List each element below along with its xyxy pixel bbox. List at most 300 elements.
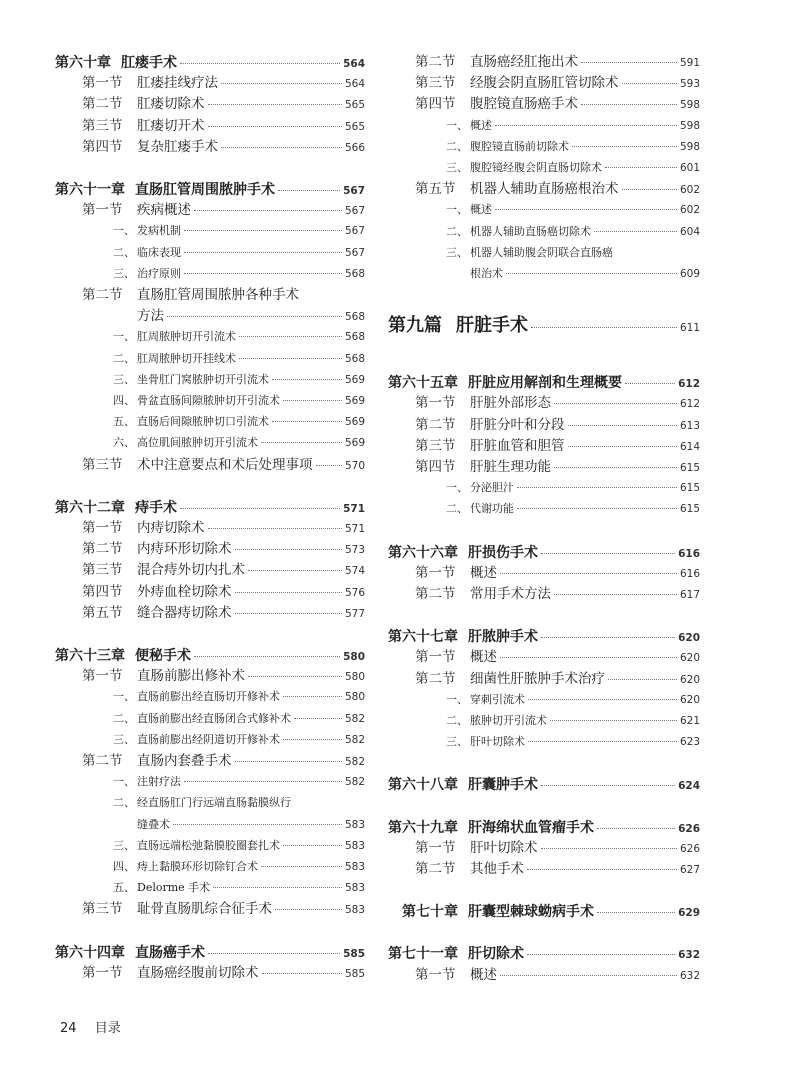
toc-entry-title: 肛周脓肿切开挂线术 (137, 351, 236, 365)
toc-entry-title: 肝叶切除术 (470, 735, 525, 749)
toc-column-right (388, 0, 700, 1000)
toc-entry-label: 第七十章 (402, 904, 458, 921)
toc-entry-title: 概述 (470, 118, 492, 132)
toc-entry-label: 一、 (113, 690, 135, 704)
toc-entry-page: 564 (343, 58, 365, 70)
toc-entry-page: 620 (678, 632, 700, 645)
toc-entry-title: 直肠肛管周围脓肿手术 (135, 182, 275, 198)
toc-entry-label: 二、 (446, 224, 468, 238)
toc-entry-label: 第二节 (82, 96, 123, 113)
toc-entry-label: 第三节 (82, 456, 123, 473)
dot-leader (208, 953, 340, 954)
toc-entry-title: 肝脏手术 (456, 315, 528, 337)
dot-leader (221, 83, 342, 84)
toc-column-left (55, 0, 365, 1000)
toc-entry-title: 机器人辅助直肠癌根治术 (470, 181, 619, 198)
toc-entry (388, 482, 700, 494)
toc-entry-page: 620 (679, 673, 700, 686)
toc-entry (55, 331, 365, 343)
toc-entry-label: 二、 (446, 502, 468, 516)
dot-leader (283, 696, 342, 697)
toc-entry-page: 602 (679, 184, 700, 197)
toc-entry (55, 77, 365, 91)
dot-leader (527, 954, 675, 955)
toc-entry-label: 第一节 (82, 520, 123, 536)
toc-entry-label: 第四节 (82, 138, 123, 155)
dot-leader (597, 912, 675, 913)
toc-entry-title: 坐骨肛门窝脓肿切开引流术 (137, 372, 269, 386)
toc-entry-page: 632 (678, 949, 700, 962)
dot-leader (235, 613, 342, 614)
footer-page-number: 24 (60, 1021, 77, 1036)
toc-entry-label: 第七十一章 (388, 946, 458, 963)
toc-entry-title: 代谢功能 (470, 502, 514, 516)
toc-entry-page: 580 (344, 691, 365, 704)
dot-leader (194, 656, 340, 657)
dot-leader (541, 637, 675, 638)
dot-leader (173, 824, 342, 825)
dot-leader (500, 657, 677, 658)
toc-entry-title: 直肠前膨出经直肠切开修补术 (137, 690, 280, 704)
dot-leader (184, 781, 342, 782)
toc-entry-page: 574 (344, 565, 365, 578)
toc-entry-page: 571 (344, 523, 365, 535)
toc-entry-page: 583 (344, 839, 365, 852)
toc-entry-title: 直肠癌经腹前切除术 (137, 964, 259, 981)
toc-entry-title: 痔上黏膜环形切除钉合术 (137, 860, 258, 873)
toc-entry-page: 615 (679, 462, 700, 474)
dot-leader (208, 104, 342, 105)
toc-entry-label: 第二节 (82, 753, 123, 769)
toc-entry-title: 临床表现 (137, 245, 181, 259)
dot-leader (541, 785, 675, 786)
toc-entry (55, 310, 365, 324)
toc-entry (388, 226, 700, 238)
dot-leader (500, 975, 677, 976)
dot-leader (506, 273, 677, 274)
toc-entry-label: 第一节 (82, 75, 123, 92)
toc-entry-title: 肝损伤手术 (468, 544, 538, 561)
toc-entry-title: 痔手术 (135, 499, 177, 516)
dot-leader (213, 887, 342, 888)
toc-entry-title: 肝脓肿手术 (468, 629, 538, 646)
toc-entry-page: 583 (344, 861, 365, 873)
dot-leader (495, 209, 677, 210)
dot-leader (550, 720, 677, 721)
dot-leader (495, 125, 677, 126)
toc-entry-page: 614 (679, 440, 700, 453)
dot-leader (180, 63, 340, 64)
toc-entry-label: 第一节 (82, 668, 123, 685)
toc-entry (388, 694, 700, 706)
footer-section-title: 目录 (94, 1021, 121, 1036)
toc-entry-page: 623 (679, 736, 700, 749)
toc-entry-title: 根治术 (470, 267, 503, 280)
toc-entry-page: 616 (678, 547, 700, 560)
toc-entry-label: 第四节 (82, 583, 123, 600)
toc-entry (55, 395, 365, 407)
toc-entry (55, 583, 365, 600)
toc-entry-page: 621 (679, 715, 700, 727)
toc-entry (55, 225, 365, 237)
toc-entry-page: 615 (679, 503, 700, 516)
toc-entry-label: 第四节 (415, 96, 456, 113)
toc-entry-label: 三、 (446, 245, 468, 259)
dot-leader (283, 845, 342, 846)
toc-entry (388, 564, 700, 581)
toc-entry-page: 598 (679, 140, 700, 153)
toc-entry (55, 456, 365, 473)
dot-leader (527, 869, 677, 870)
toc-entry-title: 腹腔镜直肠癌手术 (470, 96, 578, 113)
toc-entry-page: 616 (679, 567, 700, 580)
dot-leader (248, 570, 342, 571)
toc-entry-page: 568 (344, 352, 365, 365)
dot-leader (221, 147, 342, 148)
dot-leader (235, 761, 342, 762)
toc-entry-page: 593 (679, 78, 700, 91)
toc-entry (55, 713, 365, 725)
toc-entry-label: 四、 (113, 860, 135, 873)
toc-entry-title: 其他手术 (470, 861, 524, 877)
toc-entry-title: 术中注意要点和术后处理事项 (137, 456, 313, 473)
dot-leader (316, 465, 342, 466)
toc-entry-page: 629 (678, 907, 700, 920)
toc-entry-page: 582 (344, 712, 365, 725)
toc-entry (55, 882, 365, 894)
toc-entry-label: 第五节 (415, 181, 456, 198)
dot-leader (239, 358, 342, 359)
toc-entry-title: 经直肠肛门行远端直肠黏膜纵行 (137, 796, 291, 810)
toc-entry-label: 二、 (113, 245, 135, 259)
dot-leader (608, 679, 677, 680)
toc-entry-page: 570 (344, 459, 365, 472)
toc-entry-label: 一、 (446, 118, 468, 132)
toc-entry-page: 585 (344, 967, 365, 980)
toc-entry-label: 一、 (113, 330, 135, 344)
toc-entry-page: 582 (344, 733, 365, 746)
dot-leader (500, 573, 677, 574)
toc-entry (388, 546, 700, 560)
toc-entry-label: 第一节 (415, 649, 456, 666)
toc-entry-page: 571 (343, 502, 365, 515)
toc-entry-title: 穿刺引流术 (470, 692, 525, 706)
toc-entry-label: 第一节 (415, 564, 456, 581)
toc-entry-page: 611 (679, 322, 700, 335)
toc-entry-label: 二、 (446, 714, 468, 727)
toc-entry (55, 691, 365, 703)
dot-leader (261, 442, 342, 443)
dot-leader (568, 446, 677, 447)
toc-entry-label: 第六十七章 (388, 629, 458, 646)
toc-entry-title: 注射疗法 (137, 775, 181, 789)
dot-leader (278, 190, 340, 191)
toc-entry-title: 骨盆直肠间隙脓肿切开引流术 (137, 394, 280, 407)
toc-entry-page: 615 (679, 482, 700, 495)
toc-entry (55, 289, 365, 303)
dot-leader (541, 553, 675, 554)
toc-entry-title: 直肠癌经肛拖出术 (470, 54, 578, 70)
toc-entry-page: 604 (679, 225, 700, 238)
toc-entry (388, 503, 700, 515)
toc-entry-label: 第一节 (82, 202, 123, 219)
toc-entry-label: 三、 (113, 372, 135, 386)
dot-leader (625, 383, 675, 384)
toc-entry-title: 治疗原则 (137, 266, 181, 280)
dot-leader (262, 973, 342, 974)
toc-entry (388, 317, 700, 335)
toc-entry-label: 一、 (446, 481, 468, 495)
toc-entry-page: 598 (679, 119, 700, 132)
dot-leader (239, 336, 342, 337)
toc-entry-page: 624 (678, 780, 700, 793)
toc-entry-title: 直肠远端松弛黏膜胶圈套扎术 (137, 838, 280, 852)
toc-entry-title: 经腹会阴直肠肛管切除术 (470, 75, 619, 92)
toc-entry-label: 第六十四章 (55, 944, 125, 961)
toc-entry-title: 方法 (137, 308, 164, 325)
toc-entry-page: 569 (344, 395, 365, 407)
toc-entry-label: 第一节 (415, 839, 456, 856)
toc-entry (55, 964, 365, 981)
dot-leader (568, 425, 677, 426)
toc-entry (55, 56, 365, 70)
dot-leader (184, 252, 342, 253)
dot-leader (581, 62, 677, 63)
toc-entry-label: 第三节 (82, 901, 123, 918)
toc-entry (388, 630, 700, 644)
toc-entry-page: 627 (679, 864, 700, 876)
toc-entry-label: 第二节 (415, 670, 456, 687)
toc-entry (388, 120, 700, 132)
dot-leader (184, 230, 342, 231)
toc-entry-page: 620 (679, 693, 700, 706)
toc-entry-title: 混合痔外切内扎术 (137, 562, 245, 579)
toc-entry (55, 840, 365, 852)
toc-entry-title: 肝囊型棘球蚴病手术 (468, 904, 594, 921)
dot-leader (572, 146, 677, 147)
dot-leader (541, 848, 677, 849)
toc-entry (55, 353, 365, 365)
toc-entry-title: 机器人辅助腹会阴联合直肠癌 (470, 245, 613, 259)
toc-entry (388, 268, 700, 280)
toc-entry-title: 肝脏血管和胆管 (470, 437, 565, 454)
toc-entry-title: 复杂肛瘘手术 (137, 138, 218, 155)
dot-leader (622, 83, 677, 84)
toc-entry-label: 第一节 (415, 395, 456, 412)
toc-entry-title: 概述 (470, 203, 492, 217)
toc-entry (388, 247, 700, 258)
toc-entry-title: 肛瘘切除术 (137, 96, 205, 113)
toc-entry-page: 612 (678, 378, 700, 391)
dot-leader (167, 316, 342, 317)
toc-entry-title: 缝叠术 (137, 817, 170, 831)
dot-leader (597, 828, 675, 829)
toc-entry-page: 582 (344, 776, 365, 789)
toc-entry-title: 分泌胆汁 (470, 481, 514, 495)
toc-entry-page: 609 (679, 268, 700, 280)
toc-entry-label: 第二节 (415, 54, 456, 70)
toc-entry (55, 776, 365, 788)
toc-entry-title: 肝脏生理功能 (470, 459, 551, 475)
dot-leader (528, 699, 677, 700)
dot-leader (235, 549, 342, 550)
dot-leader (194, 210, 342, 211)
toc-entry (55, 437, 365, 449)
toc-entry-label: 第六十三章 (55, 648, 125, 664)
dot-leader (272, 421, 342, 422)
toc-entry-title: 肛瘘切开术 (137, 117, 205, 134)
toc-entry-page: 583 (344, 882, 365, 895)
toc-entry (388, 204, 700, 216)
toc-entry (388, 651, 700, 665)
toc-entry-title: 缝合器痔切除术 (137, 604, 232, 621)
toc-entry (55, 98, 365, 112)
toc-entry (388, 966, 700, 983)
toc-entry-page: 567 (344, 225, 365, 238)
toc-entry-label: 第三节 (415, 437, 456, 454)
toc-entry (55, 374, 365, 386)
toc-entry-label: 三、 (446, 161, 468, 174)
toc-entry (388, 670, 700, 687)
toc-entry-page: 566 (344, 141, 365, 154)
toc-entry-title: 肝囊肿手术 (468, 777, 538, 794)
toc-entry-page: 565 (344, 99, 365, 112)
dot-leader (184, 273, 342, 274)
toc-entry (388, 397, 700, 411)
dot-leader (283, 400, 342, 401)
toc-entry-label: 第六十九章 (388, 819, 458, 836)
toc-entry (388, 437, 700, 454)
dot-leader (261, 866, 342, 867)
dot-leader (208, 528, 342, 529)
toc-entry-page: 569 (344, 437, 365, 450)
toc-entry-page: 613 (679, 419, 700, 432)
toc-entry-page: 580 (343, 651, 365, 663)
dot-leader (517, 508, 677, 509)
dot-leader (283, 739, 342, 740)
toc-entry (55, 416, 365, 428)
toc-entry-label: 第三节 (82, 562, 123, 579)
toc-entry-label: 第三节 (82, 117, 123, 134)
toc-entry-label: 第三节 (415, 75, 456, 92)
toc-entry-title: 直肠前膨出经阴道切开修补术 (137, 732, 280, 746)
toc-entry-label: 一、 (446, 692, 468, 706)
toc-entry (388, 183, 700, 197)
toc-entry (388, 947, 700, 961)
toc-entry-page: 564 (344, 78, 365, 91)
toc-entry-label: 二、 (446, 139, 468, 153)
toc-entry-title: 肝脏外部形态 (470, 395, 551, 412)
toc-entry-label: 第六十六章 (388, 544, 458, 561)
toc-entry (388, 56, 700, 70)
toc-entry-page: 591 (679, 57, 700, 69)
toc-entry-label: 第二节 (415, 586, 456, 602)
toc-entry-title: 概述 (470, 564, 497, 581)
toc-entry-label: 第二节 (82, 541, 123, 558)
dot-leader (180, 508, 340, 509)
toc-entry (55, 649, 365, 663)
page-footer (60, 1017, 121, 1036)
toc-entry (388, 98, 700, 112)
toc-entry (388, 905, 700, 919)
toc-entry-page: 583 (344, 818, 365, 831)
toc-entry-title: 直肠后间隙脓肿切口引流术 (137, 415, 269, 429)
toc-entry-title: 直肠肛管周围脓肿各种手术 (137, 287, 299, 303)
toc-entry (55, 946, 365, 960)
toc-entry (55, 797, 365, 808)
toc-entry-title: 肛周脓肿切开引流术 (137, 330, 236, 344)
dot-leader (622, 189, 677, 190)
toc-entry-title: 概述 (470, 966, 497, 983)
toc-entry (388, 863, 700, 877)
toc-entry-label: 三、 (113, 732, 135, 746)
toc-entry-title: 直肠内套叠手术 (137, 753, 232, 769)
toc-entry-title: 肝脏应用解剖和生理概要 (468, 375, 622, 392)
toc-entry (388, 162, 700, 174)
toc-entry (388, 715, 700, 727)
toc-entry (388, 821, 700, 835)
toc-entry-label: 第六十章 (55, 55, 111, 71)
toc-entry-label: 第二节 (415, 861, 456, 877)
toc-entry (388, 141, 700, 153)
toc-entry-page: 567 (344, 205, 365, 218)
toc-entry-label: 第六十八章 (388, 777, 458, 794)
toc-entry-page: 569 (344, 373, 365, 386)
toc-entry-label: 二、 (113, 711, 135, 725)
toc-entry-page: 568 (344, 267, 365, 280)
dot-leader (235, 592, 342, 593)
toc-entry (388, 588, 700, 602)
toc-entry (388, 461, 700, 475)
toc-entry-title: Delorme 手术 (137, 881, 211, 895)
toc-entry-label: 三、 (446, 735, 468, 749)
toc-entry-title: 高位肌间脓肿切开引流术 (137, 436, 258, 450)
toc-entry-page: 583 (344, 904, 365, 917)
toc-entry-title: 直肠前膨出经直肠闭合式修补术 (137, 711, 291, 725)
dot-leader (248, 676, 342, 677)
toc-entry-title: 肝切除术 (468, 946, 524, 963)
toc-entry-page: 567 (343, 185, 365, 197)
toc-entry-page: 568 (344, 331, 365, 344)
toc-entry-page: 602 (679, 204, 700, 217)
toc-entry-label: 第六十五章 (388, 375, 458, 392)
toc-entry (55, 268, 365, 280)
toc-entry-page: 632 (679, 969, 700, 982)
toc-entry-title: 肝海绵状血管瘤手术 (468, 819, 594, 836)
toc-entry-title: 脓肿切开引流术 (470, 714, 547, 727)
toc-entry-label: 第四节 (415, 459, 456, 475)
toc-entry-title: 直肠前膨出修补术 (137, 668, 245, 685)
toc-entry-page: 569 (344, 416, 365, 429)
toc-entry-title: 腹腔镜直肠前切除术 (470, 139, 569, 153)
toc-entry-label: 第六十二章 (55, 499, 125, 516)
toc-entry-page: 565 (344, 120, 365, 133)
toc-entry-page: 601 (679, 162, 700, 174)
toc-entry-label: 一、 (113, 775, 135, 789)
toc-entry-title: 肛瘘挂线疗法 (137, 75, 218, 92)
toc-entry-page: 626 (678, 822, 700, 835)
toc-entry (388, 416, 700, 433)
toc-entry (55, 903, 365, 917)
toc-entry-label: 六、 (113, 436, 135, 450)
toc-entry-label: 第二节 (82, 287, 123, 303)
toc-entry-page: 567 (344, 246, 365, 259)
toc-entry-label: 二、 (113, 796, 135, 810)
dot-leader (531, 327, 677, 328)
toc-entry (388, 839, 700, 856)
dot-leader (554, 467, 677, 468)
toc-entry (55, 501, 365, 515)
